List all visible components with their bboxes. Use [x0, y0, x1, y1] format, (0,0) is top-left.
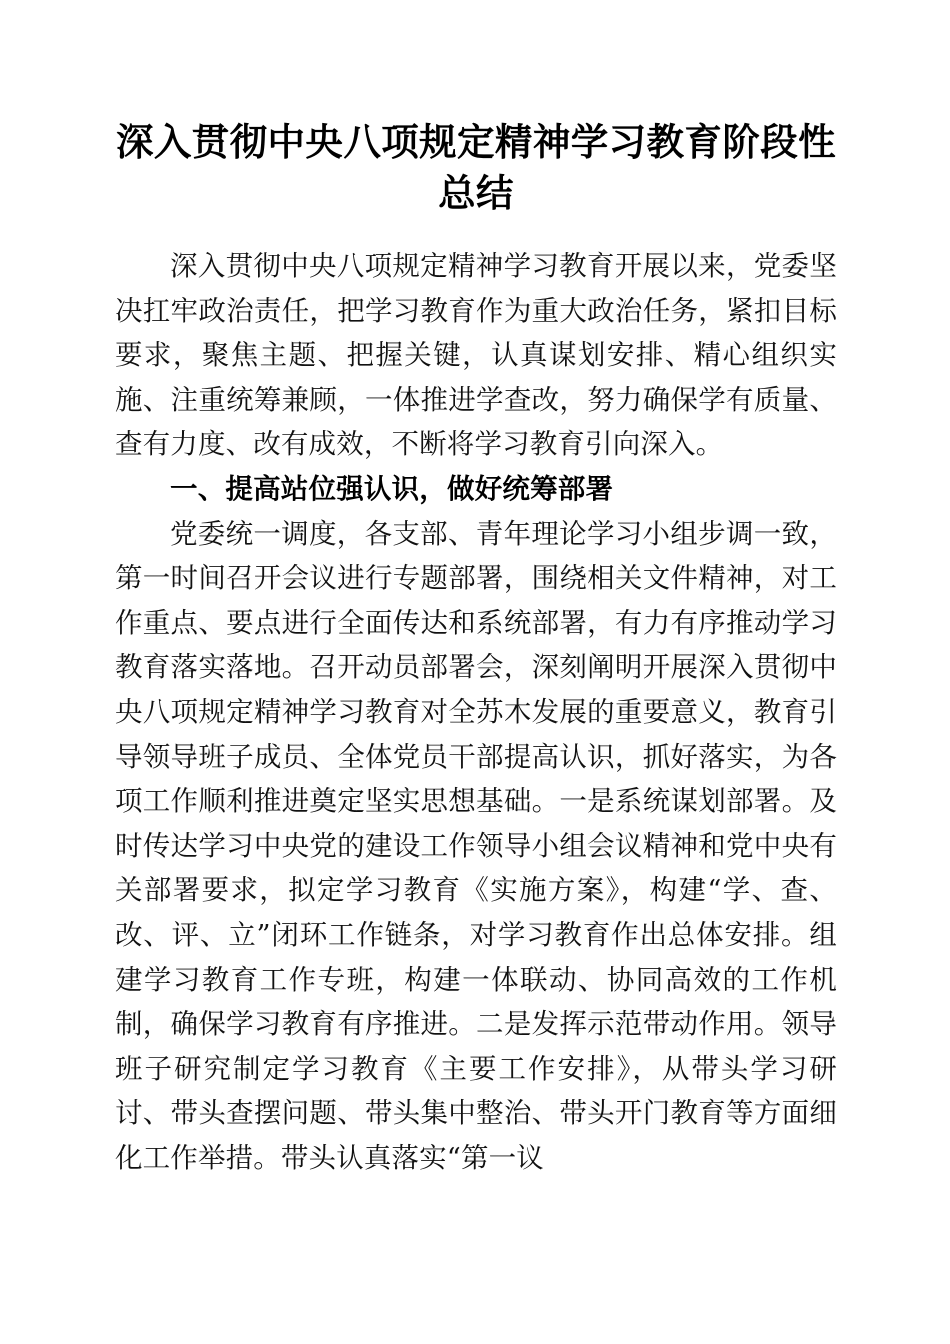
section-1-paragraph: 党委统一调度，各支部、青年理论学习小组步调一致，第一时间召开会议进行专题部署，围绕相关文件精神，对工作重点、要点进行全面传达和系统部署，有力有序推动学习教育落实落地。召开动员部署会，深刻阐明开展深入贯彻中央八项规定精神学习教育对全苏木发展的重要意义，教育引导领导班子成员、全体党员干部提高认识，抓好落实，为各项工作顺利推进奠定坚实思想基础。一是系统谋划部署。及时传达学习中央党的建设工作领导小组会议精神和党中央有关部署要求，拟定学习教育《实施方案》，构建“学、查、改、评、立”闭环工作链条，对学习教育作出总体安排。组建学习教育工作专班，构建一体联动、协同高效的工作机制，确保学习教育有序推进。二是发挥示范带动作用。领导班子研究制定学习教育《主要工作安排》，从带头学习研讨、带头查摆问题、带头集中整治、带头开门教育等方面细化工作举措。带头认真落实“第一议 [115, 517, 837, 1174]
section-heading-1: 一、提高站位强认识，做好统筹部署 [170, 472, 614, 504]
page-content [115, 118, 837, 1180]
intro-paragraph: 深入贯彻中央八项规定精神学习教育开展以来，党委坚决扛牢政治责任，把学习教育作为重大政治任务，紧扣目标要求，聚焦主题、把握关键，认真谋划安排、精心组织实施、注重统筹兼顾，一体推进学查改，努力确保学有质量、查有力度、改有成效，不断将学习教育引向深入。 [115, 250, 837, 461]
document-title: 深入贯彻中央八项规定精神学习教育阶段性总结 [115, 123, 837, 215]
